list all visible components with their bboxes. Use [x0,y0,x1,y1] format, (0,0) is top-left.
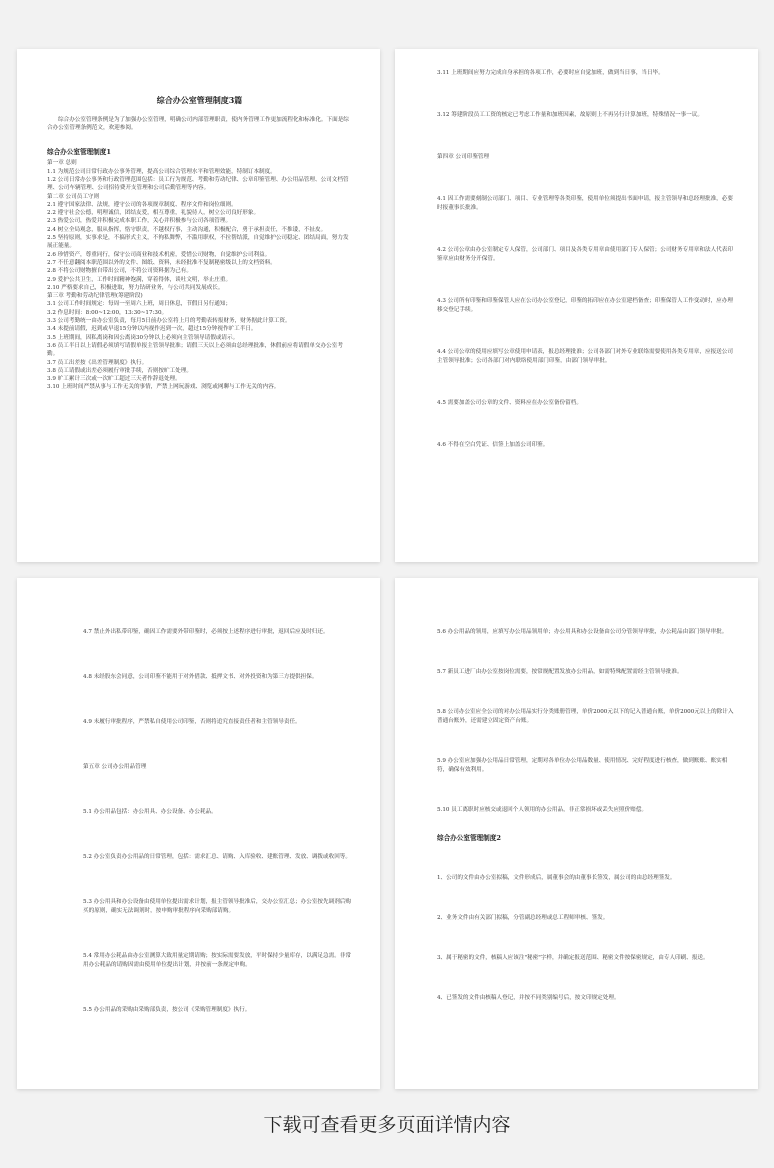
paragraph: 2、业务文件由有关部门拟稿，分管副总经理或总工程师审核、签发。 [437,915,609,921]
paragraph: 2.2 遵守社会公德，明理诚信，团结友爱，相互尊重，礼貌待人，树立公司良好形象。 [47,210,260,217]
paragraph: 5.9 办公室应加强办公用品日常管理，定期对各单位办公用品数量、使用情况、完好程度进行核查，做到账账、账实相符，确保有效利用。 [437,758,728,773]
paragraph: 4.4 公司公章的使用应填写公章使用申请表，报总经理批准；公司各部门对外专业联络需要使用各类专用章，应报送公司主管领导批准；公司各部门对内联络使用部门印鉴，由部门领导审批。 [437,349,733,364]
paragraph: 5.2 办公室负责办公用品的日常管理，包括：需求汇总、请购、入库验收、建账管理、发放、调拨或收回等。 [83,854,351,860]
paragraph: 3.10 上班时间严禁从事与工作无关的事情，严禁上网玩游戏、浏览或网聊与工作无关的内容。 [47,384,280,391]
document-page-2 [395,49,758,562]
paragraph: 5.6 办公用品的领用，应填写办公用品领用单；办公用具和办公设备由公司分管领导审批，办公耗品由部门领导审批。 [437,629,728,635]
paragraph: 2.7 不任意翻阅本职范围以外的文件、图纸、资料，未经批准不复制秘密级以上的文档资料。 [47,259,276,266]
paragraph: 4.8 未经股东会同意，公司印鉴不能用于对外借款、抵押文书、对外投资和为第三方提供担保。 [83,674,318,680]
paragraph: 5.10 员工离职时应核交或退回个人领用的办公用品，非正常损坏或丢失应照价赔偿。 [437,807,648,813]
paragraph: 第三章 考勤和劳动纪律管理(筹建阶段) [47,293,143,300]
paragraph: 4.9 未履行审批程序，严禁私自使用公司印鉴，否则将追究直接责任者和主管领导责任。 [83,719,301,725]
paragraph: 5.4 常用办公耗品由办公室测算大致用量定期请购；按实际需要发放，平时保持少量库存，以满足急需。非常用办公耗品的请购因需由使用单位提出计划，并按前一条规定申购。 [83,953,351,968]
paragraph: 4.7 禁止外出私带印鉴，确因工作需要外带印鉴时，必须按上述程序进行审批，返回后应及时归还。 [83,629,329,635]
paragraph: 3.8 员工请假或出差必须履行审批手续，否则按旷工处理。 [47,367,192,374]
paragraph: 3.3 公司考勤统一由办公室负责，每月5日前办公室将上月的考勤表转报财务，财务据此计算工资。 [47,318,291,325]
paragraph: 1、公司的文件由办公室拟稿，文件形成后，属董事会的由董事长签发，属公司的由总经理签发。 [437,875,676,881]
paragraph: 4.5 需要加盖公司公章的文件、资料应在办公室备份留档。 [437,400,582,406]
document-page-3 [17,578,380,1089]
page4-body [437,628,734,1003]
paragraph: 第四章 公司印鉴管理 [437,154,490,160]
page1-body [47,159,352,391]
paragraph: 2.5 坚持原则，实事求是，不搞形式主义，不徇私舞弊，不滥用职权，不拉帮结派，自觉维护公司稳定、团结局面，努力发展正能量。 [47,235,349,250]
paragraph: 5.3 办公用具和办公设备由使用单位提出需求计划，报主管领导批准后，交办公室汇总；办公室按先调剂后购买的原则，确实无法调剂时，按申购审批程序向采购部请购。 [83,899,351,914]
paragraph: 1.2 公司日常办公事务和行政管理范围包括：员工行为规范、考勤和劳动纪律、公章印鉴管理、办公用品管理、公司文档管理、公司车辆管理、公司招待费开支管理和公司后勤管理等内容。 [47,177,349,192]
paragraph: 3.12 筹建阶段员工工资的核定已考虑工作量和加班因素，故原则上不再另行计算加班，特殊情况一事一议。 [437,112,703,118]
paragraph: 第五章 公司办公用品管理 [83,764,147,770]
page2-body [437,69,736,450]
paragraph: 3.9 旷工累计三次或一次旷工超过三天者作辞退处理。 [47,376,181,383]
paragraph: 4.6 不得在空白凭证、信签上加盖公司印鉴。 [437,442,549,448]
paragraph: 4.2 公司公章由办公室制定专人保管，公司部门、项目及各类专用章由使用部门专人保管；公司财务专用章和法人代表印鉴章应由财务分开保管。 [437,247,733,262]
paragraph: 第二章 公司员工守则 [47,193,100,200]
paragraph: 第一章 总则 [47,160,77,167]
section-title: 综合办公室管理制度1 [47,148,111,157]
paragraph: 3.6 员工半日以上请假必须填写请假单报主管领导批准；请假三天以上必须由总经理批准，休假前应将请假单交办公室考勤。 [47,342,343,358]
document-title: 综合办公室管理制度3篇 [156,95,243,105]
document-page-4 [395,578,758,1089]
paragraph: 2.8 不将公司财物擅自带出公司，不将公司资料据为己有。 [47,268,192,275]
paragraph: 4、已签发的文件由核稿人登记，并按不同类别编号后，按文印规定处理。 [437,995,620,1001]
paragraph: 5.5 办公用品的采购由采购部负责，按公司《采购管理制度》执行。 [83,1007,251,1013]
document-page-1 [17,49,380,562]
page3-body [83,628,356,1015]
paragraph: 3.5 上班期间，因私离岗和因公离岗30分钟以上必须向主管领导请假或请示。 [47,334,239,341]
paragraph: 2.6 珍惜资产，尊重同行，保守公司商业和技术机密，爱惜公司财物，自觉维护公司利益。 [47,251,271,258]
paragraph: 5.1 办公用品包括：办公用具、办公设备、办公耗品。 [83,809,217,815]
paragraph: 5.8 公司办公室应全公司的对办公用品实行分类账册管理，单价2000元以下的记入普通台账，单价2000元以上的除计入普通台账外，还需建立固定资产台账。 [437,709,734,724]
paragraph: 2.9 爱护公共卫生，工作时间精神饱满，穿着得体，谈吐文明，举止庄重。 [47,276,232,283]
paragraph: 5.7 新员工进厂由办公室按岗位需要，按常规配置发放办公用品，如需特殊配置需经主管领导批准。 [437,669,683,675]
paragraph: 2.1 遵守国家法律、法规，遵守公司的各项规章制度、程序文件和岗位细则。 [47,201,237,208]
download-more-link[interactable]: 下载可查看更多页面详情内容 [263,1114,511,1136]
paragraph: 3.11 上班期间应努力完成自身承担的各项工作，必要时应自觉加班，做到当日事，当日毕。 [437,70,664,76]
paragraph: 2.4 树立全局观念，服从指挥，恪守职责，不越权行事，主动沟通，积极配合，勇于承担责任，不推诿，不扯皮。 [47,226,327,233]
paragraph: 2.3 热爱公司，热爱并积极完成本职工作，关心并积极参与公司各项管理。 [47,218,232,225]
section-title-2: 综合办公室管理制度2 [437,834,501,842]
paragraph: 3、属于秘密的文件，核稿人应该注"秘密"字样，并确定报送范围、秘密文件按保密规定，由专人印刷、报送。 [437,955,709,961]
paragraph: 3.4 未提前请假，迟到或早退15分钟以内视作迟到一次，超过15分钟视作旷工半日。 [47,326,257,333]
paragraph: 3.7 员工出差按《出差管理制度》执行。 [47,359,148,366]
paragraph: 1.1 为规范公司日常行政办公事务管理，提高公司综合管理水平和管理效能，特制订本制度。 [47,168,276,175]
paragraph: 4.3 公司所有印鉴和印鉴保管人应在公司办公室登记，印鉴的拓印应在办公室建档备查；印鉴保管人工作变动时，应办理移交登记手续。 [437,298,733,313]
paragraph: 2.10 严格要求自己，积极进取，努力钻研业务，与公司共同发展成长。 [47,284,224,291]
paragraph: 4.1 因工作需要刻制公司部门、项目、专业管理等各类印鉴，使用单位须提出书面申请，报主管领导和总经理批准，必要时报董事长批准。 [437,196,733,211]
intro-paragraph: 综合办公室管理条例是为了加强办公室管理，明确公司内部管理职责，使内务管理工作更加流程化和标准化。下面是综合办公室管理条例范文，欢迎参阅。 [47,117,349,132]
paragraph: 3.2 作息时间：8:00~12:00，13:30~17:30。 [47,309,168,316]
paragraph: 3.1 公司工作时间规定：每周一至周六上班，周日休息，节假日另行通知； [47,301,232,308]
